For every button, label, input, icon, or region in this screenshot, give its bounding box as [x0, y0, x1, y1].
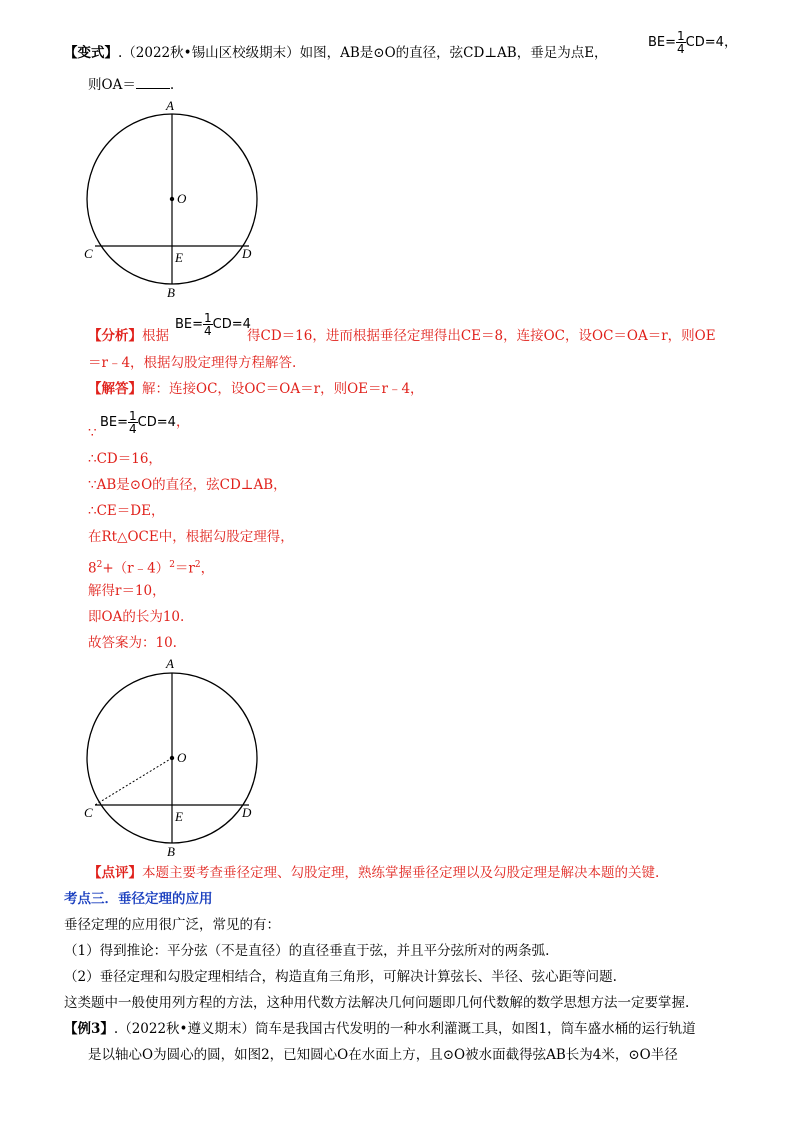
variant-line-2: 则OA＝ .: [88, 77, 175, 93]
label-a: A: [166, 98, 174, 113]
label-c: C: [84, 246, 93, 261]
label-b: B: [167, 285, 175, 300]
circle-figure-1: [80, 96, 270, 306]
label-c: C: [84, 805, 93, 820]
step-4: 在Rt△OCE中，根据勾股定理得，: [88, 529, 294, 545]
label-o: O: [177, 191, 187, 206]
label-a: A: [166, 656, 174, 671]
circle-figure-2: [80, 653, 270, 863]
center-point: [170, 197, 174, 201]
section-line-1: 垂径定理的应用很广泛，常见的有：: [64, 917, 280, 933]
analysis-line-1: 【分析】根据: [88, 328, 169, 344]
label-d: D: [242, 246, 252, 261]
analysis-tag: 【分析】: [88, 328, 142, 344]
section-line-3: （2）垂径定理和勾股定理相结合，构造直角三角形，可解决计算弦长、半径、弦心距等问题.: [64, 969, 617, 985]
step-6: 即OA的长为10.: [88, 609, 185, 625]
label-o: O: [177, 750, 187, 765]
segment-oc-dashed: [95, 758, 172, 805]
answer-line-1: 【解答】解：连接OC，设OC＝OA＝r，则OE＝r﹣4，: [88, 381, 424, 397]
center-point: [170, 756, 174, 760]
fraction: $\frac{1}{4}$: [677, 29, 685, 56]
section-line-2: （1）得到推论：平分弦（不是直径）的直径垂直于弦，并且平分弦所对的两条弧.: [64, 943, 550, 959]
analysis-formula: BE= $\frac{1}{4}$ CD=4: [175, 311, 251, 338]
label-e: E: [175, 809, 183, 824]
variant-text: AB是⊙O的直径，弦CD⊥AB，垂足为点E，: [340, 45, 608, 61]
step-7: 故答案为：10.: [88, 635, 177, 651]
answer-blank: [136, 76, 170, 89]
example3-line-1: 【例3】.（2022秋•遵义期末）筒车是我国古代发明的一种水利灌溉工具，如图1，筒车盛水桶的运行轨道: [64, 1021, 696, 1037]
analysis-line-2: ＝r﹣4，根据勾股定理得方程解答.: [88, 355, 297, 371]
answer-tag: 【解答】: [88, 381, 142, 397]
pythagoras-equation: $8^2+(r﹣4)^2=r^2$，: [88, 560, 215, 577]
label-e: E: [175, 250, 183, 265]
analysis-post: 得CD＝16，进而根据垂径定理得出CE＝8，连接OC，设OC＝OA＝r，则OE: [247, 328, 716, 344]
comment-tag: 【点评】: [88, 865, 142, 881]
variant-source: .（2022秋•锡山区校级期末）如图，: [118, 45, 341, 61]
because-symbol: ∵: [88, 425, 97, 441]
example3-line-2: 是以轴心O为圆心的圆，如图2，已知圆心O在水面上方，且⊙O被水面截得弦AB长为4米，⊙O半径: [88, 1047, 678, 1063]
comment-line: 【点评】本题主要考查垂径定理、勾股定理，熟练掌握垂径定理以及勾股定理是解决本题的关键.: [88, 865, 660, 881]
label-b: B: [167, 844, 175, 859]
variant-formula: BE= $\frac{1}{4}$ CD=4，: [648, 29, 738, 56]
step-2: ∵AB是⊙O的直径，弦CD⊥AB，: [88, 477, 287, 493]
example3-tag: 【例3】: [64, 1021, 114, 1037]
section-title: 考点三．垂径定理的应用: [64, 891, 213, 907]
step-5: 解得r＝10，: [88, 583, 166, 599]
label-d: D: [242, 805, 252, 820]
step-1: ∴CD＝16，: [88, 451, 162, 467]
variant-tag: 【变式】: [64, 45, 118, 61]
step-3: ∴CE＝DE，: [88, 503, 165, 519]
section-line-4: 这类题中一般使用列方程的方法，这种用代数方法解决几何问题即几何代数解的数学思想方法一定要掌握.: [64, 995, 690, 1011]
answer-formula: BE= $\frac{1}{4}$ CD=4，: [100, 409, 190, 436]
variant-line-1: [64, 44, 608, 62]
